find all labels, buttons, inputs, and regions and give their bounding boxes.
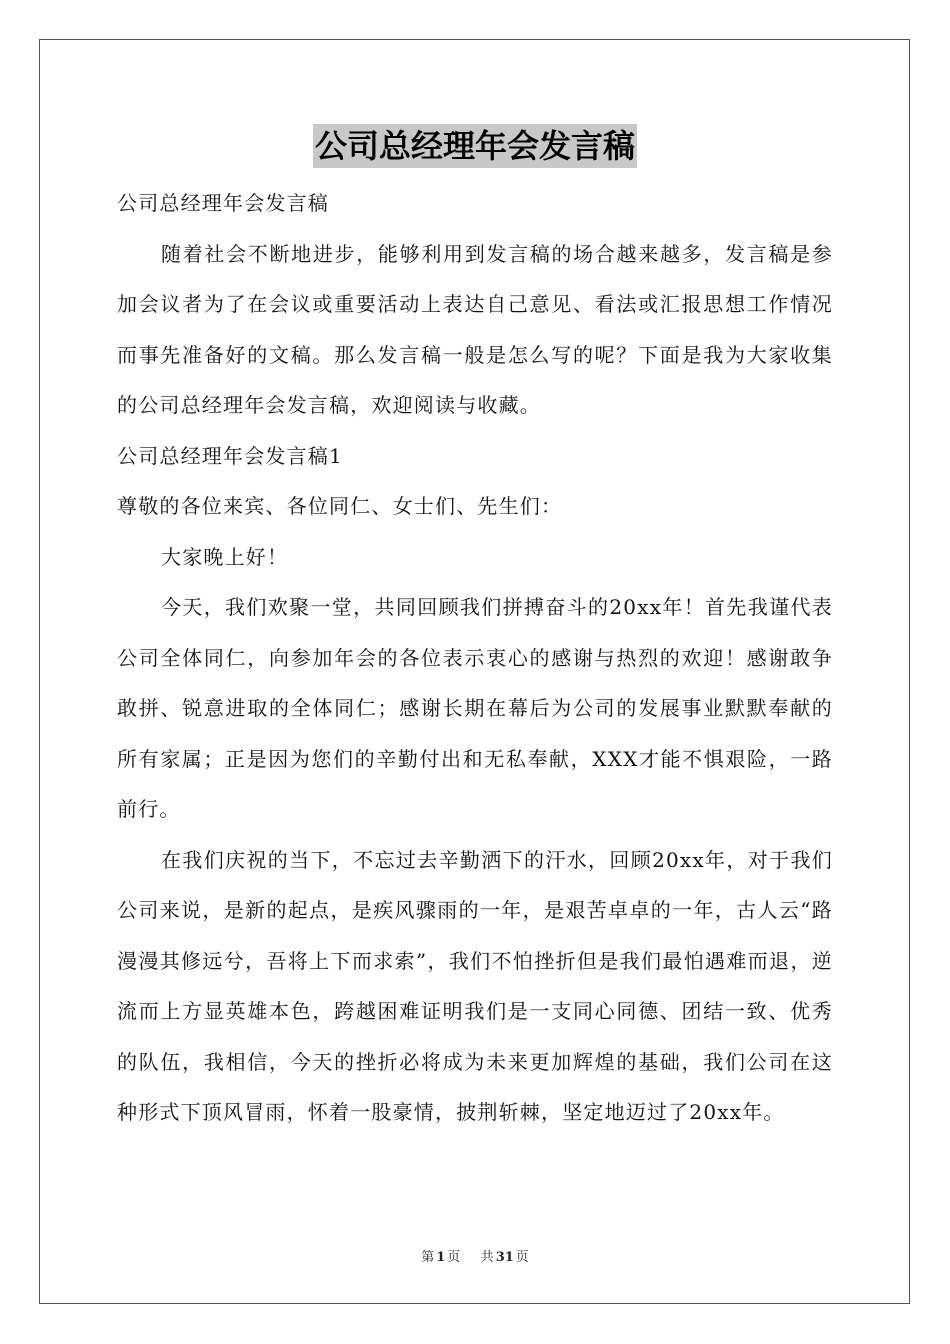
page-total: 共 31 页 [480,1250,529,1265]
document-body [117,178,833,1138]
intro-paragraph: 随着社会不断地进步，能够利用到发言稿的场合越来越多，发言稿是参加会议者为了在会议或重要活动上表达自己意见、看法或汇报思想工作情况而事先准备好的文稿。那么发言稿一般是怎么写的呢？下面是我为大家收集的公司总经理年会发言稿，欢迎阅读与收藏。 [117,241,833,417]
section-heading: 公司总经理年会发言稿1 [117,443,343,468]
salutation: 尊敬的各位来宾、各位同仁、女士们、先生们： [117,494,563,518]
greeting: 大家晚上好！ [161,544,289,569]
title-container [0,124,950,168]
body-paragraph-2: 在我们庆祝的当下，不忘过去辛勤洒下的汗水，回顾20xx年，对于我们公司来说，是新的起点，是疾风骤雨的一年，是艰苦卓卓的一年，古人云“路漫漫其修远兮，吾将上下而求索”，我们不怕挫折但是我们最怕遇难而退，逆流而上方显英雄本色，跨越困难证明我们是一支同心同德、团结一致、优秀的队伍，我相信，今天的挫折必将成为未来更加辉煌的基础，我们公司在这种形式下顶风冒雨，怀着一股豪情，披荆斩棘，坚定地迈过了20xx年。 [117,847,833,1124]
document-title: 公司总经理年会发言稿 [313,124,637,168]
page-footer [0,1246,950,1265]
document-subtitle: 公司总经理年会发言稿 [117,191,329,215]
body-paragraph-1: 今天，我们欢聚一堂，共同回顾我们拼搏奋斗的20xx年！首先我谨代表公司全体同仁，向参加年会的各位表示衷心的感谢与热烈的欢迎！感谢敢争敢拼、锐意进取的全体同仁；感谢长期在幕后为公司的发展事业默默奉献的所有家属；正是因为您们的辛勤付出和无私奉献，XXX才能不惧艰险，一路前行。 [117,595,833,821]
page-number: 第 1 页 [421,1250,461,1265]
